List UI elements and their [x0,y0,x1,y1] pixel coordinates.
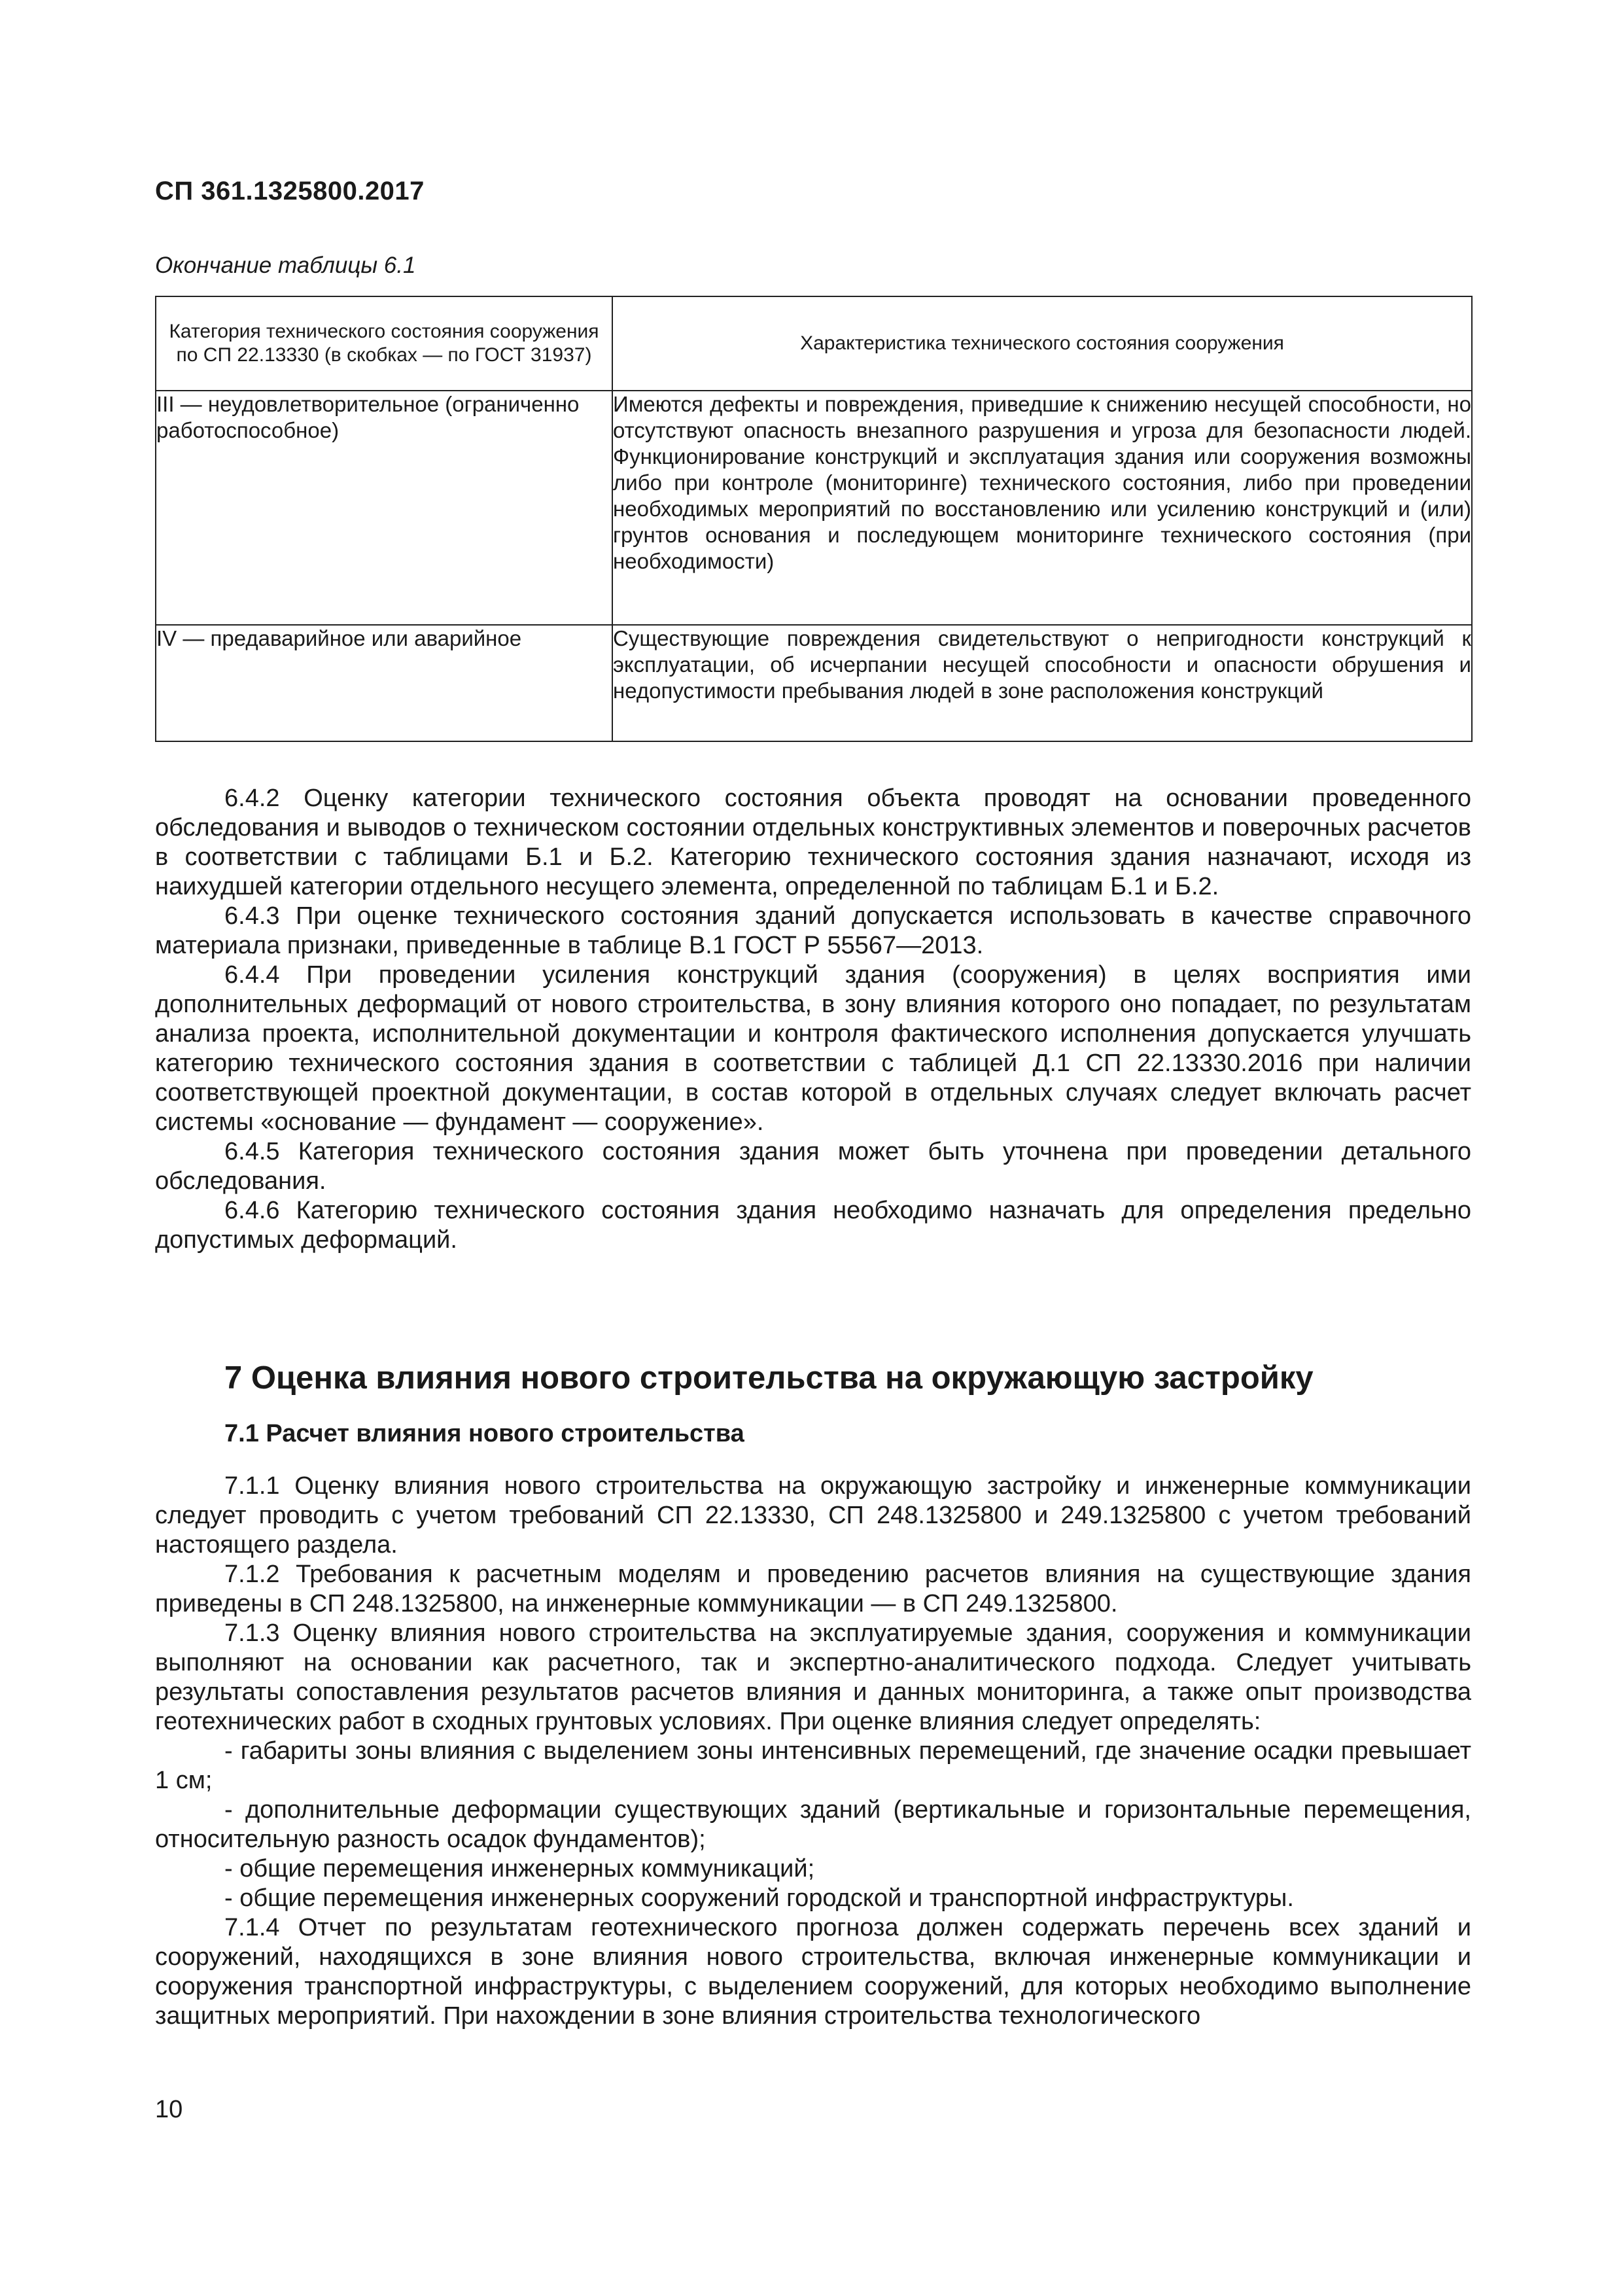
section-6-4-text [155,784,1471,1255]
paragraph-7-1-1: 7.1.1 Оценку влияния нового строительства на окружающую застройку и инженерные коммуникации следует проводить с учетом требований СП 22.13330, СП 248.1325800 и 249.1325800 с учетом требований настоящего раздела. [155,1472,1471,1559]
table-row [156,391,1472,625]
table-cell-description: Существующие повреждения свидетельствуют о непригодности конструкций к эксплуатации, об исчерпании несущей способности и опасности обрушения и недопустимости пребывания людей в зоне расположения конструкций [612,625,1472,741]
table-cell-category: III — неудовлетворительное (ограниченно работоспособное) [156,391,612,625]
paragraph-7-1-4: 7.1.4 Отчет по результатам геотехнического прогноза должен содержать перечень всех зданий и сооружений, находящихся в зоне влияния нового строительства, включая инженерные коммуникации и сооружения транспортной инфраструктуры, с выделением сооружений, для которых необходимо выполнение защитных мероприятий. При нахождении в зоне влияния строительства технологического [155,1914,1471,2030]
paragraph-6-4-4: 6.4.4 При проведении усиления конструкций здания (сооружения) в целях восприятия ими дополнительных деформаций от нового строительства, в зону влияния которого оно попадает, по результатам анализа проекта, исполнительной документации и контроля фактического исполнения допускается улучшать категорию технического состояния здания в соответствии с таблицей Д.1 СП 22.13330.2016 при наличии соответствующей проектной документации, в состав которой в отдельных случаях следует включать расчет системы «основание — фундамент — сооружение». [155,961,1471,1136]
table-row [156,625,1472,741]
table-caption: Окончание таблицы 6.1 [155,253,416,278]
list-item: - общие перемещения инженерных коммуникаций; [224,1855,815,1882]
page-number: 10 [155,2096,183,2123]
section-7-1-text [155,1472,1471,2031]
subsection-7-1-heading: 7.1 Расчет влияния нового строительства [224,1420,744,1447]
list-item: - общие перемещения инженерных сооружений городской и транспортной инфраструктуры. [224,1884,1294,1912]
condition-table [155,296,1473,742]
table-header-category: Категория технического состояния сооружения по СП 22.13330 (в скобках — по ГОСТ 31937) [156,296,612,391]
table-cell-category: IV — предаварийное или аварийное [156,625,612,741]
table-header-description: Характеристика технического состояния сооружения [612,296,1472,391]
paragraph-6-4-3: 6.4.3 При оценке технического состояния зданий допускается использовать в качестве справочного материала признаки, приведенные в таблице В.1 ГОСТ Р 55567—2013. [155,902,1471,959]
paragraph-7-1-2: 7.1.2 Требования к расчетным моделям и проведению расчетов влияния на существующие здания приведены в СП 248.1325800, на инженерные коммуникации — в СП 249.1325800. [155,1561,1471,1617]
paragraph-7-1-3: 7.1.3 Оценку влияния нового строительства на эксплуатируемые здания, сооружения и коммуникации выполняют на основании как расчетного, так и экспертно-аналитического подхода. Следует учитывать результаты сопоставления результатов расчетов влияния и данных мониторинга, а также опыт производства геотехнических работ в сходных грунтовых условиях. При оценке влияния следует определять: [155,1619,1471,1735]
paragraph-6-4-6: 6.4.6 Категорию технического состояния здания необходимо назначать для определения предельно допустимых деформаций. [155,1197,1471,1254]
paragraph-6-4-2: 6.4.2 Оценку категории технического состояния объекта проводят на основании проведенного обследования и выводов о техническом состоянии отдельных конструктивных элементов и поверочных расчетов в соответствии с таблицами Б.1 и Б.2. Категорию технического состояния здания назначают, исходя из наихудшей категории отдельного несущего элемента, определенной по таблицам Б.1 и Б.2. [155,785,1471,900]
table-header-row [156,296,1472,391]
document-code: СП 361.1325800.2017 [155,177,425,205]
paragraph-6-4-5: 6.4.5 Категория технического состояния здания может быть уточнена при проведении детального обследования. [155,1138,1471,1195]
list-item: - дополнительные деформации существующих зданий (вертикальные и горизонтальные перемещения, относительную разность осадок фундаментов); [155,1796,1471,1853]
table-cell-description: Имеются дефекты и повреждения, приведшие к снижению несущей способности, но отсутствуют опасность внезапного разрушения и угроза для безопасности людей. Функционирование конструкций и эксплуатация здания или сооружения возможны либо при контроле (мониторинге) технического состояния, либо при проведении необходимых мероприятий по восстановлению или усилению конструкций и (или) грунтов основания и последующем мониторинге технического состояния (при необходимости) [612,391,1472,625]
section-7-heading: 7 Оценка влияния нового строительства на окружающую застройку [224,1360,1314,1396]
list-item: - габариты зоны влияния с выделением зоны интенсивных перемещений, где значение осадки превышает 1 см; [155,1737,1471,1794]
